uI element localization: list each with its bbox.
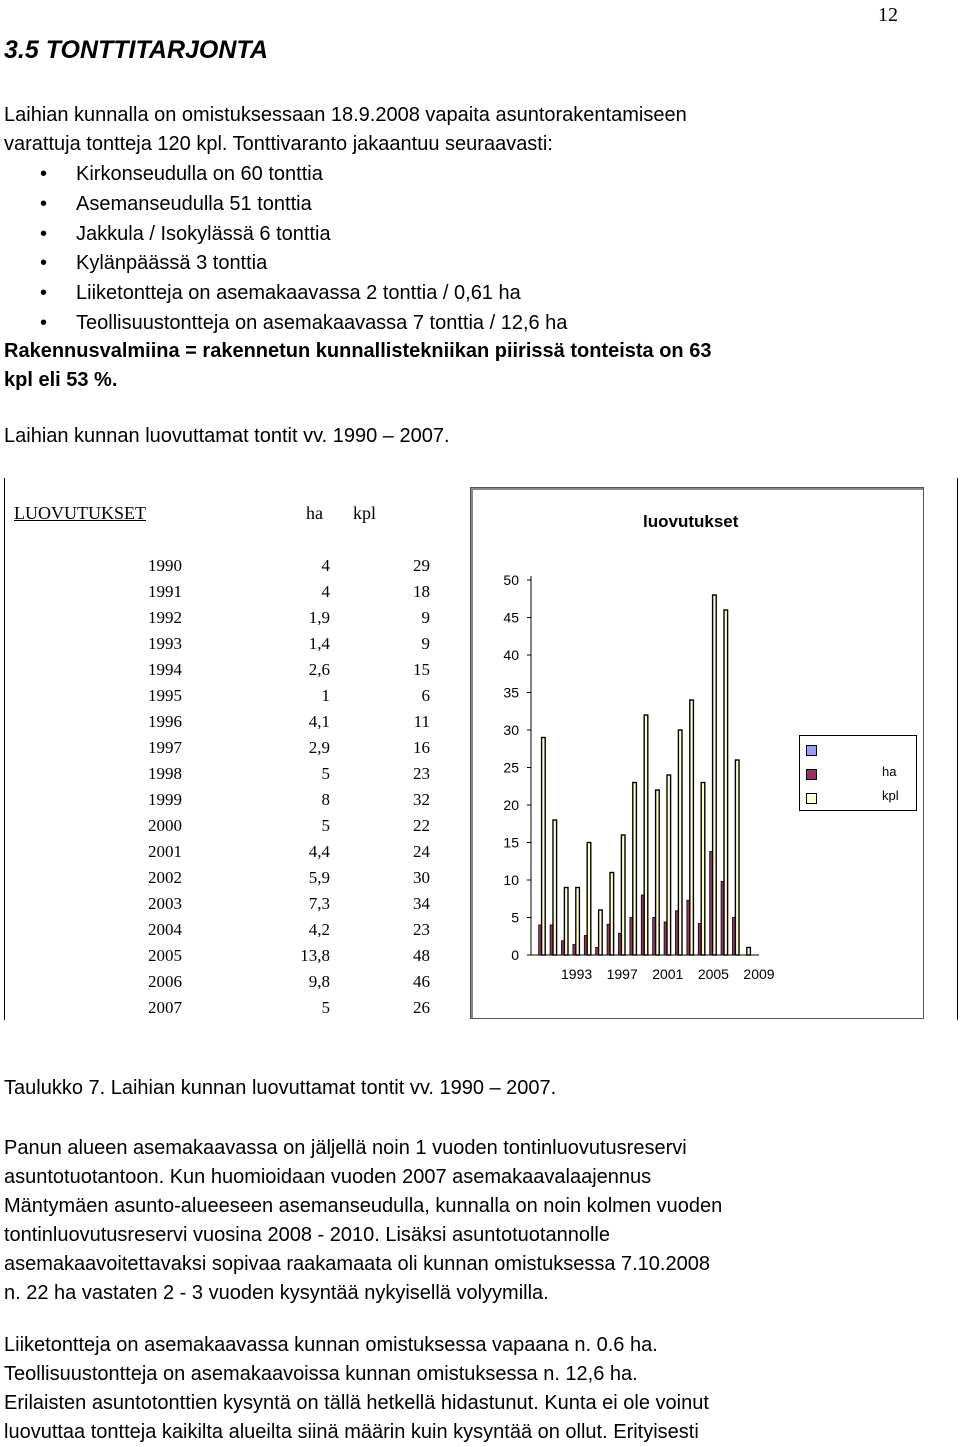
table-row bbox=[0, 582, 460, 608]
bar-kpl bbox=[564, 888, 568, 956]
list-item: • Kylänpäässä 3 tonttia bbox=[4, 249, 567, 279]
table-row bbox=[0, 790, 460, 816]
cell-ha: 8 bbox=[321, 790, 330, 809]
cell-year: 2000 bbox=[148, 816, 182, 835]
paragraph-line: asuntotuotantoon. Kun huomioidaan vuoden 2007 asemakaavalaajennus bbox=[4, 1166, 652, 1188]
cell-year: 1993 bbox=[148, 634, 182, 653]
chart-frame bbox=[470, 487, 924, 1019]
cell-ha: 4,4 bbox=[308, 842, 330, 861]
cell-kpl: 34 bbox=[413, 894, 430, 913]
cell-year: 1995 bbox=[148, 686, 182, 705]
y-tick-label: 0 bbox=[511, 947, 519, 963]
table-row bbox=[0, 660, 460, 686]
bar-kpl bbox=[576, 888, 580, 956]
cell-kpl: 15 bbox=[413, 660, 430, 679]
cell-ha: 4,1 bbox=[308, 712, 330, 731]
paragraph-line: Erilaisten asuntotonttien kysyntä on tällä hetkellä hidastunut. Kunta ei ole voinut bbox=[4, 1392, 709, 1414]
cell-year: 1990 bbox=[148, 556, 182, 575]
cell-kpl: 6 bbox=[421, 686, 430, 705]
y-tick-label: 15 bbox=[503, 834, 519, 851]
y-tick-label: 35 bbox=[503, 684, 519, 701]
cell-kpl: 23 bbox=[413, 764, 430, 783]
cell-year: 1994 bbox=[148, 660, 182, 679]
table-header-label: LUOVUTUKSET bbox=[14, 503, 146, 523]
plot-distribution-list bbox=[4, 160, 567, 339]
cell-kpl: 26 bbox=[413, 998, 430, 1017]
cell-kpl: 48 bbox=[413, 946, 430, 965]
cell-ha: 5 bbox=[321, 764, 330, 783]
cell-ha: 2,6 bbox=[308, 660, 330, 679]
legend-swatch bbox=[806, 745, 817, 756]
list-item: • Jakkula / Isokylässä 6 tonttia bbox=[4, 220, 567, 250]
table-row bbox=[0, 868, 460, 894]
paragraph-line: Mäntymäen asunto-alueeseen asemanseudulla, kunnalla on noin kolmen vuoden bbox=[4, 1195, 723, 1217]
cell-ha: 1,9 bbox=[308, 608, 330, 627]
y-tick-label: 20 bbox=[503, 797, 519, 813]
bar-kpl bbox=[621, 835, 625, 955]
cell-kpl: 9 bbox=[421, 634, 430, 653]
legend-label: ha bbox=[882, 764, 897, 779]
cell-kpl: 9 bbox=[421, 608, 430, 627]
cell-ha: 5,9 bbox=[308, 868, 330, 887]
cell-ha: 7,3 bbox=[308, 894, 330, 913]
cell-kpl: 16 bbox=[413, 738, 430, 757]
table-row bbox=[0, 972, 460, 998]
cell-kpl: 24 bbox=[413, 842, 430, 861]
cell-ha: 1 bbox=[321, 686, 330, 705]
bar-kpl bbox=[701, 783, 705, 956]
cell-kpl: 46 bbox=[413, 972, 430, 991]
x-tick-label: 1993 bbox=[561, 966, 593, 982]
chart-title: luovutukset bbox=[643, 512, 739, 531]
cell-year: 1991 bbox=[148, 582, 182, 601]
table-row bbox=[0, 998, 460, 1024]
paragraph-line: Liiketontteja on asemakaavassa kunnan omistuksessa vapaana n. 0.6 ha. bbox=[4, 1334, 658, 1356]
cell-ha: 4 bbox=[321, 582, 330, 601]
table-row bbox=[0, 764, 460, 790]
legend-swatch bbox=[806, 769, 817, 780]
cell-kpl: 22 bbox=[413, 816, 430, 835]
cell-kpl: 29 bbox=[413, 556, 430, 575]
cell-year: 1997 bbox=[148, 738, 182, 757]
bar-kpl bbox=[678, 730, 682, 955]
bar-kpl bbox=[656, 790, 660, 955]
cell-ha: 5 bbox=[321, 816, 330, 835]
table-right-border bbox=[957, 478, 958, 1020]
table-row bbox=[0, 608, 460, 634]
intro-line-2: varattuja tontteja 120 kpl. Tonttivaranto jakaantuu seuraavasti: bbox=[4, 133, 553, 155]
paragraph-line: asemakaavoitettavaksi sopivaa raakamaata oli kunnan omistuksessa 7.10.2008 bbox=[4, 1253, 710, 1275]
bold-line-1: Rakennusvalmiina = rakennetun kunnallistekniikan piirissä tonteista on 63 bbox=[4, 340, 712, 362]
bar-kpl bbox=[644, 715, 648, 955]
table-row bbox=[0, 920, 460, 946]
legend-label: kpl bbox=[882, 788, 899, 803]
y-tick-label: 10 bbox=[503, 872, 519, 888]
list-item: • Kirkonseudulla on 60 tonttia bbox=[4, 160, 567, 190]
table-row bbox=[0, 556, 460, 582]
cell-ha: 5 bbox=[321, 998, 330, 1017]
legend-swatch bbox=[806, 793, 817, 804]
y-tick-label: 25 bbox=[503, 759, 519, 776]
bar-kpl bbox=[553, 820, 557, 955]
paragraph-line: n. 22 ha vastaten 2 - 3 vuoden kysyntää nykyisellä volyymilla. bbox=[4, 1282, 549, 1304]
page-number: 12 bbox=[878, 4, 898, 26]
paragraph-line: Teollisuustontteja on asemakaavoissa kunnan omistuksessa n. 12,6 ha. bbox=[4, 1363, 638, 1385]
cell-kpl: 30 bbox=[413, 868, 430, 887]
table-header-kpl: kpl bbox=[353, 503, 377, 523]
bar-kpl bbox=[587, 843, 591, 956]
table-caption: Taulukko 7. Laihian kunnan luovuttamat tontit vv. 1990 – 2007. bbox=[4, 1077, 557, 1099]
table-row bbox=[0, 946, 460, 972]
paragraph-line: luovuttaa tontteja kaikilta alueilta siinä määrin kuin kysyntää on ollut. Erityisesti bbox=[4, 1421, 699, 1443]
cell-ha: 2,9 bbox=[308, 738, 330, 757]
bar-kpl bbox=[690, 700, 694, 955]
cell-kpl: 18 bbox=[413, 582, 430, 601]
cell-year: 2002 bbox=[148, 868, 182, 887]
paragraph-line: Panun alueen asemakaavassa on jäljellä noin 1 vuoden tontinluovutusreservi bbox=[4, 1137, 687, 1159]
section-heading: 3.5 TONTTITARJONTA bbox=[4, 36, 268, 64]
cell-year: 1996 bbox=[148, 712, 182, 731]
y-tick-label: 45 bbox=[503, 609, 519, 626]
bar-kpl bbox=[542, 738, 546, 956]
cell-year: 2004 bbox=[148, 920, 182, 939]
cell-ha: 4,2 bbox=[308, 920, 330, 939]
y-tick-label: 40 bbox=[503, 647, 519, 663]
x-tick-label: 2005 bbox=[697, 966, 729, 982]
reserve-paragraph bbox=[4, 1134, 722, 1308]
cell-ha: 1,4 bbox=[308, 634, 330, 653]
list-item: • Liiketontteja on asemakaavassa 2 tonttia / 0,61 ha bbox=[4, 279, 567, 309]
x-tick-label: 1997 bbox=[606, 966, 638, 982]
cell-year: 1992 bbox=[148, 608, 182, 627]
x-tick-label: 2009 bbox=[743, 966, 775, 982]
y-tick-label: 30 bbox=[503, 722, 519, 738]
bar-kpl bbox=[633, 783, 637, 956]
cell-ha: 9,8 bbox=[308, 972, 330, 991]
cell-year: 2001 bbox=[148, 842, 182, 861]
chart-legend bbox=[799, 735, 917, 811]
y-tick-label: 5 bbox=[511, 909, 519, 926]
y-tick-label: 50 bbox=[503, 572, 519, 588]
cell-year: 2007 bbox=[148, 998, 182, 1017]
bar-kpl bbox=[747, 948, 751, 956]
table-row bbox=[0, 634, 460, 660]
cell-kpl: 11 bbox=[413, 712, 430, 731]
intro-paragraph bbox=[4, 101, 687, 159]
bar-kpl bbox=[735, 760, 739, 955]
cell-ha: 4 bbox=[321, 556, 330, 575]
cell-year: 1998 bbox=[148, 764, 182, 783]
bar-kpl bbox=[667, 775, 671, 955]
cell-year: 2003 bbox=[148, 894, 182, 913]
intro-line-1: Laihian kunnalla on omistuksessaan 18.9.2008 vapaita asuntorakentamiseen bbox=[4, 104, 687, 126]
bar-kpl bbox=[610, 873, 614, 956]
table-header-ha: ha bbox=[306, 503, 323, 523]
ready-plots-paragraph bbox=[4, 337, 904, 395]
list-item: • Asemanseudulla 51 tonttia bbox=[4, 190, 567, 220]
cell-ha: 13,8 bbox=[300, 946, 330, 965]
bar-kpl bbox=[713, 595, 717, 955]
table-row bbox=[0, 842, 460, 868]
table-row bbox=[0, 816, 460, 842]
cell-year: 1999 bbox=[148, 790, 182, 809]
cell-kpl: 23 bbox=[413, 920, 430, 939]
table-row bbox=[0, 686, 460, 712]
demand-paragraph bbox=[4, 1331, 709, 1447]
x-tick-label: 2001 bbox=[652, 966, 684, 982]
cell-year: 2005 bbox=[148, 946, 182, 965]
bar-kpl bbox=[599, 910, 603, 955]
cell-year: 2006 bbox=[148, 972, 182, 991]
table-row bbox=[0, 894, 460, 920]
bar-kpl bbox=[724, 610, 728, 955]
table-row bbox=[0, 712, 460, 738]
data-table bbox=[0, 556, 460, 1026]
list-item: • Teollisuustontteja on asemakaavassa 7 tonttia / 12,6 ha bbox=[4, 309, 567, 339]
cell-kpl: 32 bbox=[413, 790, 430, 809]
bold-line-2: kpl eli 53 %. bbox=[4, 369, 118, 391]
paragraph-line: tontinluovutusreservi vuosina 2008 - 2010. Lisäksi asuntotuotannolle bbox=[4, 1224, 610, 1246]
table-row bbox=[0, 738, 460, 764]
table-title: Laihian kunnan luovuttamat tontit vv. 1990 – 2007. bbox=[4, 425, 450, 447]
